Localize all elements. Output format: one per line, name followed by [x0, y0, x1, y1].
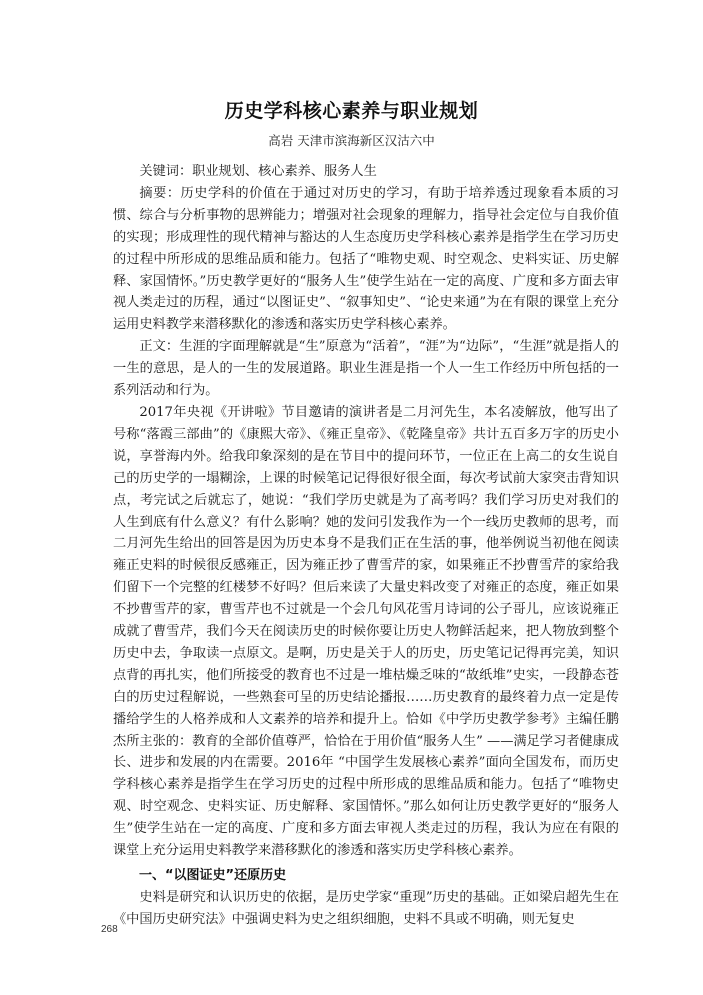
abstract-paragraph: 摘要：历史学科的价值在于通过对历史的学习，有助于培养透过现象看本质的习惯、综合与分析事物的思辨能力；增强对社会现象的理解力，指导社会定位与自我价值的实现；形成理性的现代精神与豁达的人生态度历史学科核心素养是指学生在学习历史的过程中所形成的思维品质和能力。包括了“唯物史观、时空观念、史料实证、历史解释、家国情怀。”历史教学更好的“服务人生”使学生站在一定的高度、广度和多方面去审视人类走过的历程，通过“以图证史”、“叙事知史”、“论史来通”为在有限的课堂上充分运用史料教学来潜移默化的渗透和落实历史学科核心素养。 — [113, 185, 619, 333]
article-body — [113, 161, 619, 931]
paper-title: 历史学科核心素养与职业规划 — [224, 100, 479, 122]
section-paragraph: 史料是研究和认识历史的依据，是历史学家“重现”历史的基础。正如梁启超先生在《中国历史研究法》中强调史料为史之组织细胞，史料不具或不明确，则无复史 — [113, 890, 619, 927]
page-number: 268 — [101, 924, 118, 935]
author-affiliation: 高岩 天津市滨海新区汉沽六中 — [268, 133, 435, 148]
main-paragraph: 2017年央视《开讲啦》节目邀请的演讲者是二月河先生，本名凌解放，他写出了号称“落霞三部曲”的《康熙大帝》、《雍正皇帝》、《乾隆皇帝》共计五百多万字的历史小说，享誉海内外。给我印象深刻的是在节目中的提问环节，一位正在上高二的女生说自己的历史学的一塌糊涂，上课的时候笔记记得很好很全面，每次考试前大家突击背知识点，考完试之后就忘了，她说：“我们学历史就是为了高考吗？我们学习历史对我们的人生到底有什么意义？有什么影响？她的发问引发我作为一个一线历史教师的思考，而二月河先生给出的回答是因为历史本身不是我们正在生活的事，他举例说当初他在阅读雍正史料的时候很反感雍正，因为雍正抄了曹雪芹的家，如果雍正不抄曹雪芹的家给我们留下一个完整的红楼梦不好吗？但后来读了大量史料改变了对雍正的态度，雍正如果不抄曹雪芹的家，曹雪芹也不过就是一个会几句风花雪月诗词的公子哥儿，应该说雍正成就了曹雪芹，我们今天在阅读历史的时候你要让历史人物鲜活起来，把人物放到整个历史中去，争取读一点原文。是啊，历史是关于人的历史，历史笔记记得再完美，知识点背的再扎实，他们所接受的教育也不过是一堆枯燥乏味的“故纸堆”史实，一段静态苍白的历史过程解说，一些熟套可呈的历史结论播报……历史教育的最终着力点一定是传播给学生的人格养成和人文素养的培养和提升上。恰如《中学历史教学参考》主编任鹏杰所主张的：教育的全部价值尊严，恰恰在于用价值“服务人生” ——满足学习者健康成长、进步和发展的内在需要。2016年 “中国学生发展核心素养”面向全国发布，而历史学科核心素养是指学生在学习历史的过程中所形成的思维品质和能力。包括了“唯物史观、时空观念、史料实证、历史解释、家国情怀。”那么如何让历史教学更好的“服务人生”使学生站在一定的高度、广度和多方面去审视人类走过的历程，我认为应在有限的课堂上充分运用史料教学来潜移默化的渗透和落实历史学科核心素养。 — [113, 404, 619, 859]
keywords-paragraph: 关键词：职业规划、核心素养、服务人生 — [139, 164, 377, 179]
section-heading: 一、“以图证史”还原历史 — [139, 868, 287, 883]
intro-paragraph: 正文：生涯的字面理解就是“生”原意为“活着”，“涯”为“边际”，“生涯”就是指人的一生的意思，是人的一生的发展道路。职业生涯是指一个人一生工作经历中所包括的一系列活动和行为。 — [113, 339, 619, 399]
